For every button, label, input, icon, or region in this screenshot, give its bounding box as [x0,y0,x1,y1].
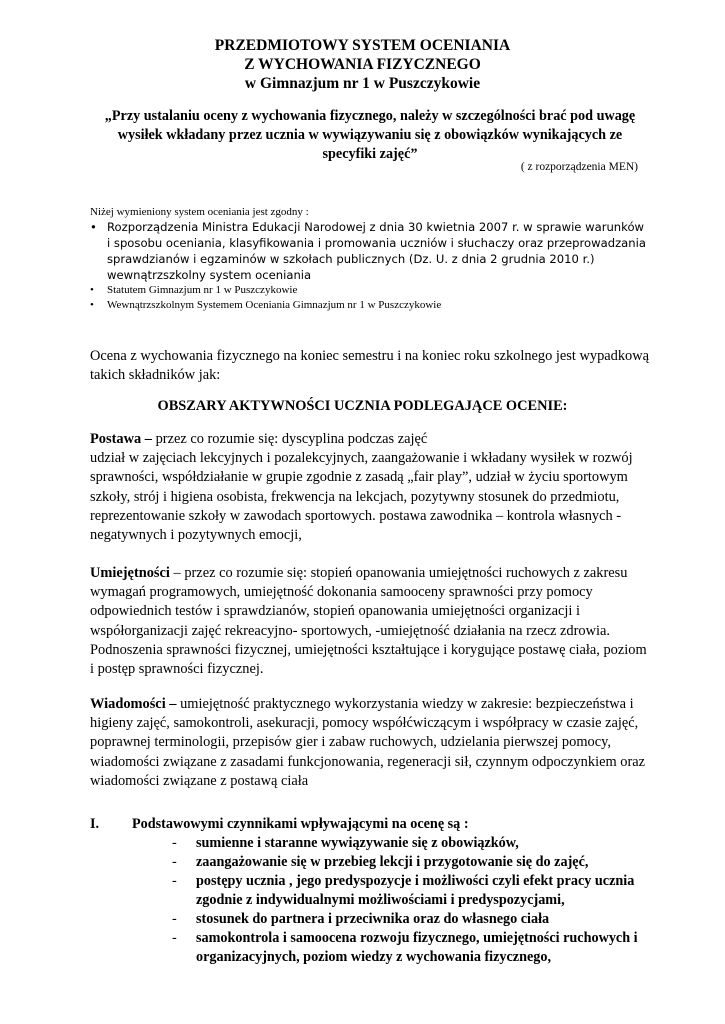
title-line-2: Z WYCHOWANIA FIZYCZNEGO [244,56,481,73]
factor-item [90,872,650,910]
factors-heading [90,815,650,834]
umiejetnosci-label: Umiejętności [90,565,170,581]
compliance-item [90,298,650,313]
factor-item-text: stosunek do partnera i przeciwnika oraz do własnego ciała [196,911,550,927]
bullet-icon: • [90,299,94,311]
dash-icon: - [172,835,177,851]
compliance-item-text: Statutem Gimnazjum nr 1 w Puszczykowie [107,284,298,296]
factors-numeral: I. [90,816,100,832]
factor-item [90,834,650,853]
compliance-item [90,219,650,283]
factor-item [90,929,650,967]
wiadomosci-text: umiejętność praktycznego wykorzystania wiedzy w zakresie: bezpieczeństwa i higieny zajęć, samokontroli, asekuracji, pomocy współćwiczącym i współpracy w czasie zajęć, poprawnej terminologii, przepisów gier i zabaw ruchowych, udzielania pierwszej pomocy, wiadomości związane z zasadami funkcjonowania, regeneracji sił, czynnym odpoczynkiem oraz wiadomości związane z postawą ciała [90,696,646,789]
wiadomosci-label: Wiadomości – [90,696,177,712]
area-wiadomosci [90,695,650,791]
areas-heading: OBSZARY AKTYWNOŚCI UCZNIA PODLEGAJĄCE OCENIE: [157,398,568,414]
motto-quote: „Przy ustalaniu oceny z wychowania fizycznego, należy w szczególności brać pod uwagę wysiłek wkładany przez ucznia w wywiązywaniu się z obowiązków wynikających ze specyfiki zajęć” [104,108,636,162]
title-line-3: w Gimnazjum nr 1 w Puszczykowie [244,75,481,92]
document-title [0,36,725,93]
area-postawa [90,430,650,545]
compliance-intro: Niżej wymieniony system oceniania jest zgodny : [90,206,309,218]
compliance-item-text: Wewnątrzszkolnym Systemem Oceniania Gimnazjum nr 1 w Puszczykowie [107,299,442,311]
compliance-item [90,283,650,298]
postawa-label: Postawa – [90,431,152,447]
bullet-icon: • [90,284,94,296]
umiejetnosci-text: – przez co rozumie się: stopień opanowania umiejętności ruchowych z zakresu wymagań programowych, umiejętność dokonania samooceny sprawności przy pomocy odpowiednich testów i sprawdzianów, stopień opanowania umiejętności organizacji i współorganizacji zajęć rekreacyjno- sportowych, -umiejętność działania na rzecz zdrowia. Podnoszenia sprawności fizycznej, umiejętności kształtujące i korygujące postawę ciała, poziom i postęp sprawności fizycznej. [90,565,647,678]
quote-source: ( z rozporządzenia MEN) [520,161,638,173]
dash-icon: - [172,873,177,889]
factors-section [90,815,650,967]
dash-icon: - [172,911,177,927]
assessment-intro: Ocena z wychowania fizycznego na koniec semestru i na koniec roku szkolnego jest wypadkową takich składników jak: [90,348,650,384]
factors-heading-text: Podstawowymi czynnikami wpływającymi na ocenę są : [132,816,469,832]
factor-item-text: zaangażowanie się w przebieg lekcji i przygotowanie się do zajęć, [196,854,589,870]
factor-item-text: sumienne i staranne wywiązywanie się z obowiązków, [196,835,519,851]
dash-icon: - [172,854,177,870]
compliance-item-text: Rozporządzenia Ministra Edukacji Narodowej z dnia 30 kwietnia 2007 r. w sprawie warunków i sposobu oceniania, klasyfikowania i promowania uczniów i słuchaczy oraz przeprowadzania sprawdzianów i egzaminów w szkołach publicznych (Dz. U. z dnia 2 grudnia 2010 r.) wewnątrzszkolny system oceniania [107,220,646,282]
factor-item-text: samokontrola i samoocena rozwoju fizycznego, umiejętności ruchowych i organizacyjnych, poziom wiedzy z wychowania fizycznego, [196,930,638,965]
factor-item [90,853,650,872]
bullet-icon: • [90,220,97,234]
dash-icon: - [172,930,177,946]
area-umiejetnosci [90,564,650,679]
postawa-text: udział w zajęciach lekcyjnych i pozalekcyjnych, zaangażowanie i wkładany wysiłek w rozwój sprawności, współdziałanie w grupie zgodnie z zasadą „fair play”, udział w życiu sportowym szkoły, strój i higiena osobista, frekwencja na lekcjach, pozytywny stosunek do przedmiotu, reprezentowanie szkoły w zawodach sportowych. postawa zawodnika – kontrola własnych - negatywnych i pozytywnych emocji, [90,450,633,544]
factor-item [90,910,650,929]
postawa-line1: przez co rozumie się: dyscyplina podczas zajęć [155,431,428,447]
compliance-list [90,219,650,313]
factor-item-text: postępy ucznia , jego predyspozycje i możliwości czyli efekt pracy ucznia zgodnie z indywidualnymi możliwościami i predyspozycjami, [196,873,635,908]
title-line-1: PRZEDMIOTOWY SYSTEM OCENIANIA [214,37,511,54]
